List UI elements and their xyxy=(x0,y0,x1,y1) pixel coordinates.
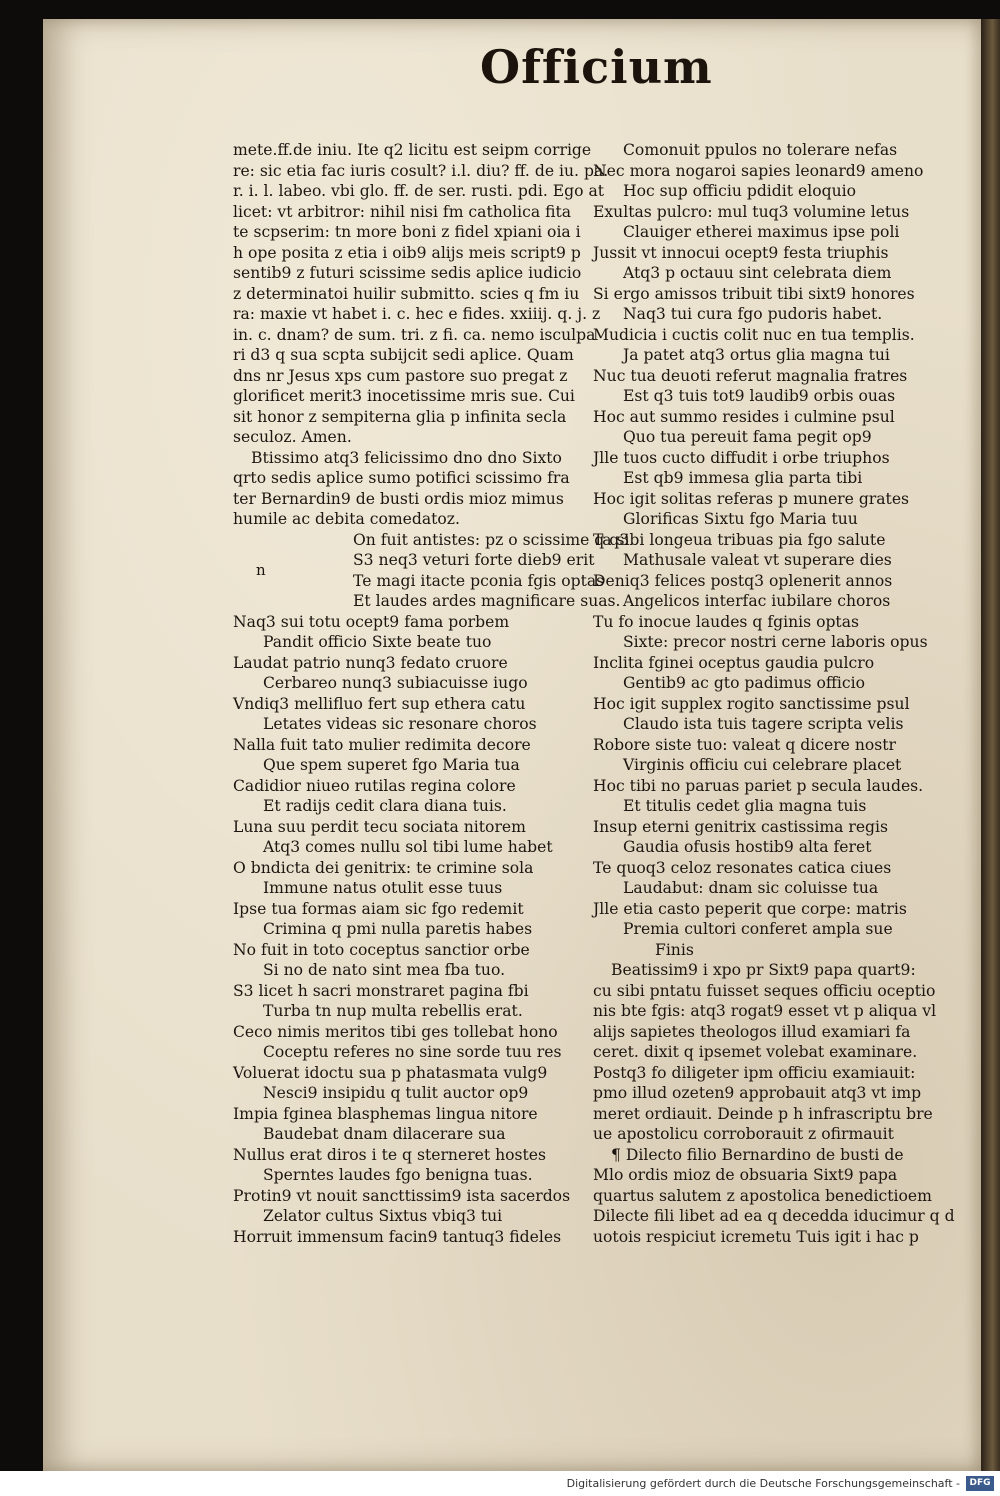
text-line: ¶ Dilecto filio Bernardino de busti de xyxy=(611,1145,904,1164)
text-line: Baudebat dnam dilacerare sua xyxy=(263,1125,506,1143)
text-line: Gaudia ofusis hostib9 alta feret xyxy=(623,838,872,856)
text-line: Hoc igit supplex rogito sanctissime psul xyxy=(593,694,910,713)
text-line: Mlo ordis mioz de obsuaria Sixt9 papa xyxy=(593,1166,898,1184)
text-line: Quo tua pereuit fama pegit op9 xyxy=(623,428,872,446)
text-line: Inclita fginei oceptus gaudia pulcro xyxy=(593,653,875,672)
text-line: sentib9 z futuri scissime sedis aplice iudicio xyxy=(233,264,582,282)
footer-bar xyxy=(0,1471,1000,1496)
text-line: Horruit immensum facin9 tantuq3 fideles xyxy=(233,1227,562,1246)
text-line: Finis xyxy=(655,940,694,959)
text-line: ue apostolicu corroborauit z ofirmauit xyxy=(593,1125,894,1143)
text-line: Naq3 sui totu ocept9 fama porbem xyxy=(233,612,510,631)
text-line: Est qb9 immesa glia parta tibi xyxy=(623,469,863,487)
text-line: Insup eterni genitrix castissima regis xyxy=(593,817,889,836)
text-line: Laudabut: dnam sic coluisse tua xyxy=(623,879,879,897)
text-line: Claudo ista tuis tagere scripta velis xyxy=(623,715,904,733)
left-column xyxy=(233,140,630,1247)
text-line: Crimina q pmi nulla paretis habes xyxy=(263,920,533,938)
text-line: Exultas pulcro: mul tuq3 volumine letus xyxy=(593,202,910,221)
text-line: Letates videas sic resonare choros xyxy=(263,715,537,733)
text-line: Immune natus otulit esse tuus xyxy=(263,879,503,897)
margin-note: n xyxy=(256,561,266,579)
text-line: Te quoq3 celoz resonates catica ciues xyxy=(593,858,892,877)
text-line: Nullus erat diros i te q sterneret hostes xyxy=(233,1145,547,1164)
text-line: pmo illud ozeten9 approbauit atq3 vt imp xyxy=(593,1084,922,1102)
text-line: Angelicos interfac iubilare choros xyxy=(623,592,891,610)
book-edge xyxy=(981,19,1000,1471)
text-line: Jussit vt innocui ocept9 festa triuphis xyxy=(593,243,889,262)
text-line: Si ergo amissos tribuit tibi sixt9 honores xyxy=(593,284,915,303)
text-line: Dilecte fili libet ad ea q decedda iducimur q d xyxy=(593,1207,955,1225)
text-line: sit honor z sempiterna glia p infinita secla xyxy=(233,407,567,426)
text-line: alijs sapietes theologos illud examiari fa xyxy=(593,1022,911,1041)
text-line: Atq3 comes nullu sol tibi lume habet xyxy=(263,838,553,856)
text-line: Jlle etia casto peperit que corpe: matris xyxy=(593,899,907,918)
text-line: Gentib9 ac gto padimus officio xyxy=(623,674,866,692)
text-line: Postq3 fo diligeter ipm officiu examiauit: xyxy=(593,1063,916,1082)
text-line: Et laudes ardes magnificare suas. xyxy=(353,592,621,610)
text-line: Mathusale valeat vt superare dies xyxy=(623,551,892,569)
text-line: Nesci9 insipidu q tulit auctor op9 xyxy=(263,1084,529,1102)
text-line: Sperntes laudes fgo benigna tuas. xyxy=(263,1166,533,1184)
running-head: Officium xyxy=(480,40,713,94)
dfg-logo: DFG xyxy=(966,1476,994,1491)
text-line: Tu fo inocue laudes q fginis optas xyxy=(593,612,859,631)
text-line: Te magi itacte pconia fgis optas xyxy=(353,571,605,590)
text-line: ceret. dixit q ipsemet volebat examinare. xyxy=(593,1043,918,1061)
text-line: Clauiger etherei maximus ipse poli xyxy=(623,223,900,241)
text-line: Cadidior niueo rutilas regina colore xyxy=(233,776,516,795)
text-line: Hoc igit solitas referas p munere grates xyxy=(593,489,910,508)
text-line: Naq3 tui cura fgo pudoris habet. xyxy=(623,305,883,323)
text-line: qrto sedis aplice sumo potifici scissimo fra xyxy=(233,469,570,487)
text-line: te scpserim: tn more boni z fidel xpiani oia i xyxy=(233,223,581,241)
text-line: Que spem superet fgo Maria tua xyxy=(263,756,520,774)
text-line: Hoc sup officiu pdidit eloquio xyxy=(623,182,856,200)
text-line: Robore siste tuo: valeat q dicere nostr xyxy=(593,735,896,754)
text-line: quartus salutem z apostolica benedictioem xyxy=(593,1186,932,1205)
text-line: Luna suu perdit tecu sociata nitorem xyxy=(233,817,526,836)
text-line: z determinatoi huilir submitto. scies q fm iu xyxy=(233,284,580,303)
text-line: Vndiq3 mellifluo fert sup ethera catu xyxy=(233,694,526,713)
text-line: Impia fginea blasphemas lingua nitore xyxy=(233,1104,538,1123)
text-line: nis bte fgis: atq3 rogat9 esset vt p aliqua vl xyxy=(593,1002,937,1020)
text-line: S3 licet h sacri monstraret pagina fbi xyxy=(233,981,529,1000)
text-line: Jlle tuos cucto diffudit i orbe triuphos xyxy=(593,448,890,467)
text-line: re: sic etia fac iuris cosult? i.l. diu? ff. de iu. pa. xyxy=(233,161,609,180)
text-line: licet: vt arbitror: nihil nisi fm catholica fita xyxy=(233,202,572,221)
text-line: Sixte: precor nostri cerne laboris opus xyxy=(623,633,928,651)
text-line: Coceptu referes no sine sorde tuu res xyxy=(263,1043,562,1061)
text-line: Laudat patrio nunq3 fedato cruore xyxy=(233,653,508,672)
text-line: On fuit antistes: pz o scissime q q3 xyxy=(353,530,630,549)
footer-credit: Digitalisierung gefördert durch die Deutsche Forschungsgemeinschaft - xyxy=(566,1477,960,1490)
text-line: Cerbareo nunq3 subiacuisse iugo xyxy=(263,674,528,692)
text-line: Ipse tua formas aiam sic fgo redemit xyxy=(233,899,524,918)
text-line: Beatissim9 i xpo pr Sixt9 papa quart9: xyxy=(611,961,916,979)
text-line: mete.ff.de iniu. Ite q2 licitu est seipm corrige xyxy=(233,141,592,159)
text-line: meret ordiauit. Deinde p h infrascriptu bre xyxy=(593,1104,933,1123)
text-line: Protin9 vt nouit sancttissim9 ista sacerdos xyxy=(233,1186,571,1205)
text-line: in. c. dnam? de sum. tri. z fi. ca. nemo isculpa xyxy=(233,325,596,344)
text-line: Voluerat idoctu sua p phatasmata vulg9 xyxy=(233,1063,548,1082)
text-line: ter Bernardin9 de busti ordis mioz mimus xyxy=(233,489,564,508)
text-line: Nec mora nogaroi sapies leonard9 ameno xyxy=(593,161,924,180)
text-line: Glorificas Sixtu fgo Maria tuu xyxy=(623,510,858,528)
text-line: Zelator cultus Sixtus vbiq3 tui xyxy=(263,1207,503,1225)
text-line: Hoc tibi no paruas pariet p secula laudes. xyxy=(593,776,924,795)
text-line: Nalla fuit tato mulier redimita decore xyxy=(233,735,531,754)
text-line: Atq3 p octauu sint celebrata diem xyxy=(623,264,892,282)
text-line: seculoz. Amen. xyxy=(233,428,352,446)
text-line: Premia cultori conferet ampla sue xyxy=(623,920,893,938)
text-line: Comonuit ppulos no tolerare nefas xyxy=(623,141,898,159)
text-line: uotois respiciut icremetu Tuis igit i hac p xyxy=(593,1227,919,1246)
text-line: Et titulis cedet glia magna tuis xyxy=(623,797,867,815)
text-line: O bndicta dei genitrix: te crimine sola xyxy=(233,858,534,877)
text-line: h ope posita z etia i oib9 alijs meis script9 p xyxy=(233,243,581,262)
text-line: Btissimo atq3 felicissimo dno dno Sixto xyxy=(251,448,562,467)
text-line: Ceco nimis meritos tibi ges tollebat hono xyxy=(233,1022,558,1041)
text-line: Mudicia i cuctis colit nuc en tua templis. xyxy=(593,325,915,344)
text-line: Ta sibi longeua tribuas pia fgo salute xyxy=(593,530,886,549)
text-line: ra: maxie vt habet i. c. hec e fides. xxiiij. q. j. z xyxy=(233,305,601,323)
text-line: Ja patet atq3 ortus glia magna tui xyxy=(623,346,890,364)
text-line: Pandit officio Sixte beate tuo xyxy=(263,633,492,651)
right-column xyxy=(593,140,953,1247)
text-line: Nuc tua deuoti referut magnalia fratres xyxy=(593,366,908,385)
text-line: r. i. l. labeo. vbi glo. ff. de ser. rusti. pdi. Ego at xyxy=(233,182,605,200)
text-line: humile ac debita comedatoz. xyxy=(233,510,460,528)
text-line: dns nr Jesus xps cum pastore suo pregat z xyxy=(233,366,568,385)
text-line: Est q3 tuis tot9 laudib9 orbis ouas xyxy=(623,387,896,405)
text-line: ri d3 q sua scpta subijcit sedi aplice. Quam xyxy=(233,346,574,364)
text-line: Et radijs cedit clara diana tuis. xyxy=(263,797,507,815)
text-line: No fuit in toto coceptus sanctior orbe xyxy=(233,940,530,959)
text-line: Deniq3 felices postq3 oplenerit annos xyxy=(593,571,893,590)
text-line: Hoc aut summo resides i culmine psul xyxy=(593,407,895,426)
text-line: cu sibi pntatu fuisset seques officiu oceptio xyxy=(593,981,936,1000)
text-line: Turba tn nup multa rebellis erat. xyxy=(263,1002,523,1020)
text-line: Si no de nato sint mea fba tuo. xyxy=(263,961,506,979)
text-line: S3 neq3 veturi forte dieb9 erit xyxy=(353,551,595,569)
text-line: glorificet merit3 inocetissime mris sue. Cui xyxy=(233,387,575,405)
text-line: Virginis officiu cui celebrare placet xyxy=(623,756,902,774)
